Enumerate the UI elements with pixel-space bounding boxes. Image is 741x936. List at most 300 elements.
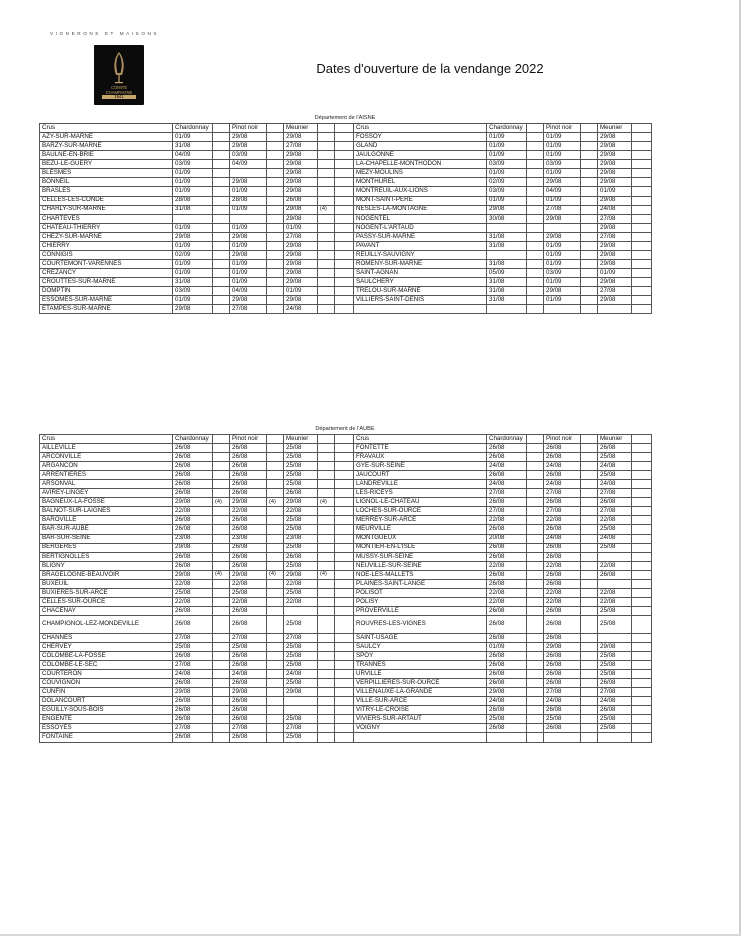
cell-chardonnay-date: 01/09 bbox=[487, 642, 527, 651]
table-header-row bbox=[40, 124, 652, 133]
cell-cru-name: PASSY-SUR-MARNE bbox=[354, 232, 487, 241]
cell-pinot-noir-date: 26/08 bbox=[230, 697, 267, 706]
cell-chardonnay-note bbox=[527, 269, 544, 278]
cell-chardonnay-date: 01/09 bbox=[173, 169, 213, 178]
cell-pinot-noir-date: 01/09 bbox=[544, 142, 581, 151]
table-row bbox=[40, 462, 652, 471]
cell-meunier-date: 29/08 bbox=[598, 259, 632, 268]
cell-meunier-note bbox=[632, 525, 652, 534]
cell-chardonnay-note bbox=[213, 214, 230, 223]
table-row bbox=[40, 552, 652, 561]
cell-cru-name: EGUILLY-SOUS-BOIS bbox=[40, 706, 173, 715]
cell-pinot-noir-note bbox=[581, 715, 598, 724]
cell-cru-name: MERREY-SUR-ARCE bbox=[354, 516, 487, 525]
cell-meunier-note bbox=[318, 715, 335, 724]
cell-pinot-noir-note bbox=[581, 232, 598, 241]
cell-pinot-noir-date: 29/08 bbox=[544, 214, 581, 223]
cell-pinot-noir-date: 29/08 bbox=[230, 498, 267, 507]
table-row bbox=[40, 615, 652, 633]
cell-pinot-noir-date: 27/08 bbox=[544, 489, 581, 498]
cell-meunier-note bbox=[632, 196, 652, 205]
cell-meunier-note bbox=[632, 579, 652, 588]
cell-cru-name: GLAND bbox=[354, 142, 487, 151]
cell-chardonnay-note bbox=[213, 507, 230, 516]
cell-pinot-noir-note bbox=[267, 670, 284, 679]
cell-pinot-noir-note bbox=[581, 223, 598, 232]
cell-meunier-note bbox=[318, 223, 335, 232]
cell-chardonnay-note bbox=[213, 579, 230, 588]
cell-pinot-noir-date: 23/08 bbox=[230, 534, 267, 543]
cell-chardonnay-date: 26/08 bbox=[173, 471, 213, 480]
cell-meunier-date: 26/08 bbox=[284, 196, 318, 205]
cell-pinot-noir-date: 29/08 bbox=[230, 570, 267, 579]
cell-meunier-note: (4) bbox=[318, 498, 335, 507]
cell-pinot-noir-date: 22/08 bbox=[544, 561, 581, 570]
spacer-cell bbox=[335, 715, 354, 724]
cell-chardonnay-note bbox=[527, 606, 544, 615]
cell-chardonnay-note bbox=[527, 223, 544, 232]
cell-meunier-date: 25/08 bbox=[598, 543, 632, 552]
cell-chardonnay-date: 31/08 bbox=[173, 205, 213, 214]
cell-meunier-note bbox=[632, 633, 652, 642]
cell-meunier-date: 25/08 bbox=[284, 679, 318, 688]
cell-meunier-date: 29/08 bbox=[598, 169, 632, 178]
cell-pinot-noir-date: 26/08 bbox=[544, 498, 581, 507]
spacer-cell bbox=[335, 507, 354, 516]
cell-meunier-date: 29/08 bbox=[598, 250, 632, 259]
column-header-meunier: Meunier bbox=[598, 435, 632, 444]
cell-cru-name: MEURVILLE bbox=[354, 525, 487, 534]
cell-pinot-noir-note bbox=[267, 688, 284, 697]
cell-chardonnay-note bbox=[527, 579, 544, 588]
table-row bbox=[40, 223, 652, 232]
cell-chardonnay-date: 22/08 bbox=[487, 597, 527, 606]
table-row bbox=[40, 652, 652, 661]
cell-chardonnay-note bbox=[527, 142, 544, 151]
table-row bbox=[40, 733, 652, 742]
cell-chardonnay-note bbox=[527, 278, 544, 287]
cell-chardonnay-date: 02/09 bbox=[173, 250, 213, 259]
table-row bbox=[40, 606, 652, 615]
cell-meunier-date: 24/08 bbox=[284, 670, 318, 679]
cell-pinot-noir-note bbox=[581, 214, 598, 223]
cell-meunier-date: 25/08 bbox=[284, 561, 318, 570]
cell-cru-name: URVILLE bbox=[354, 670, 487, 679]
cell-chardonnay-date: 26/08 bbox=[487, 444, 527, 453]
cell-pinot-noir-date: 04/09 bbox=[230, 160, 267, 169]
cell-meunier-note bbox=[318, 534, 335, 543]
cell-meunier-note bbox=[318, 606, 335, 615]
cell-meunier-note bbox=[632, 480, 652, 489]
cell-pinot-noir-note bbox=[581, 296, 598, 305]
cell-cru-name: SAULCY bbox=[354, 642, 487, 651]
cell-meunier-note bbox=[632, 462, 652, 471]
spacer-cell bbox=[335, 259, 354, 268]
cell-cru-name: JAUCOURT bbox=[354, 471, 487, 480]
cell-chardonnay-note bbox=[527, 507, 544, 516]
cell-pinot-noir-date: 26/08 bbox=[544, 525, 581, 534]
cell-pinot-noir-note bbox=[267, 561, 284, 570]
cell-chardonnay-date: 01/09 bbox=[487, 196, 527, 205]
cell-cru-name bbox=[354, 305, 487, 314]
table-row bbox=[40, 178, 652, 187]
cell-meunier-date: 25/08 bbox=[598, 715, 632, 724]
cell-cru-name: FRAVAUX bbox=[354, 453, 487, 462]
cell-chardonnay-note bbox=[527, 196, 544, 205]
logo-text-2: CHAMPAGNE bbox=[105, 89, 133, 95]
cell-chardonnay-note bbox=[213, 642, 230, 651]
cell-cru-name: CONNIGIS bbox=[40, 250, 173, 259]
cell-cru-name: MONT-SAINT-PERE bbox=[354, 196, 487, 205]
cell-chardonnay-date: 01/09 bbox=[173, 269, 213, 278]
cell-chardonnay-date: 25/08 bbox=[173, 642, 213, 651]
cell-pinot-noir-note bbox=[581, 178, 598, 187]
spacer-cell bbox=[335, 679, 354, 688]
cell-meunier-date: 29/08 bbox=[598, 178, 632, 187]
cell-meunier-date: 29/08 bbox=[284, 178, 318, 187]
cell-chardonnay-note bbox=[527, 724, 544, 733]
cell-cru-name: TRANNES bbox=[354, 661, 487, 670]
cell-pinot-noir-note bbox=[581, 196, 598, 205]
cell-pinot-noir-note bbox=[581, 724, 598, 733]
cell-meunier-date: 24/08 bbox=[598, 534, 632, 543]
empty-cell bbox=[632, 435, 652, 444]
table-row bbox=[40, 151, 652, 160]
cell-pinot-noir-note bbox=[267, 552, 284, 561]
cell-pinot-noir-date: 01/09 bbox=[544, 169, 581, 178]
cell-chardonnay-note bbox=[527, 480, 544, 489]
cell-meunier-date: 29/08 bbox=[284, 296, 318, 305]
cell-meunier-note bbox=[318, 588, 335, 597]
cell-pinot-noir-note bbox=[267, 151, 284, 160]
cell-chardonnay-note bbox=[527, 205, 544, 214]
spacer-cell bbox=[335, 453, 354, 462]
cell-meunier-note bbox=[632, 296, 652, 305]
cell-meunier-date bbox=[598, 733, 632, 742]
table-row bbox=[40, 133, 652, 142]
cell-pinot-noir-note bbox=[581, 259, 598, 268]
cell-chardonnay-note bbox=[213, 697, 230, 706]
cell-pinot-noir-note bbox=[581, 453, 598, 462]
table-row bbox=[40, 278, 652, 287]
cell-pinot-noir-note bbox=[581, 525, 598, 534]
cell-meunier-date: 25/08 bbox=[598, 525, 632, 534]
cell-chardonnay-date: 26/08 bbox=[487, 525, 527, 534]
cell-meunier-note bbox=[318, 516, 335, 525]
column-header-pinot-noir: Pinot noir bbox=[544, 435, 581, 444]
cell-cru-name: ARRENTIERES bbox=[40, 471, 173, 480]
cell-chardonnay-date bbox=[487, 223, 527, 232]
cell-chardonnay-note bbox=[527, 259, 544, 268]
cell-meunier-date: 26/08 bbox=[598, 570, 632, 579]
table-row bbox=[40, 724, 652, 733]
cell-chardonnay-note bbox=[213, 652, 230, 661]
cell-pinot-noir-date: 26/08 bbox=[544, 552, 581, 561]
cell-meunier-date: 25/08 bbox=[284, 462, 318, 471]
cell-meunier-note bbox=[318, 214, 335, 223]
cell-meunier-date: 29/08 bbox=[284, 160, 318, 169]
cell-chardonnay-note bbox=[213, 296, 230, 305]
cell-meunier-note bbox=[632, 259, 652, 268]
spacer-cell bbox=[335, 196, 354, 205]
cell-meunier-note bbox=[632, 160, 652, 169]
comite-champagne-logo bbox=[94, 45, 144, 105]
column-header-chardonnay: Chardonnay bbox=[487, 124, 527, 133]
cell-pinot-noir-note bbox=[267, 588, 284, 597]
spacer-cell bbox=[335, 214, 354, 223]
cell-chardonnay-note bbox=[213, 633, 230, 642]
cell-pinot-noir-note bbox=[267, 169, 284, 178]
column-header-meunier: Meunier bbox=[284, 124, 318, 133]
cell-pinot-noir-note bbox=[267, 543, 284, 552]
cell-cru-name: MONTREUIL-AUX-LIONS bbox=[354, 187, 487, 196]
table-row bbox=[40, 305, 652, 314]
column-header-crus: Crus bbox=[354, 124, 487, 133]
cell-pinot-noir-note bbox=[581, 570, 598, 579]
table-row bbox=[40, 679, 652, 688]
cell-pinot-noir-date: 26/08 bbox=[544, 471, 581, 480]
cell-pinot-noir-note bbox=[581, 706, 598, 715]
cell-meunier-note bbox=[318, 507, 335, 516]
cell-pinot-noir-date: 01/09 bbox=[544, 278, 581, 287]
table-row bbox=[40, 579, 652, 588]
cell-meunier-note bbox=[632, 606, 652, 615]
cell-meunier-date: 29/08 bbox=[284, 151, 318, 160]
cell-pinot-noir-date: 01/09 bbox=[544, 151, 581, 160]
cell-cru-name: CELLES-LES-CONDE bbox=[40, 196, 173, 205]
cell-meunier-date: 27/08 bbox=[284, 724, 318, 733]
cell-meunier-note bbox=[318, 679, 335, 688]
column-header-crus: Crus bbox=[354, 435, 487, 444]
spacer-cell bbox=[335, 142, 354, 151]
cell-meunier-note bbox=[632, 169, 652, 178]
cell-cru-name: CHARLY-SUR-MARNE bbox=[40, 205, 173, 214]
cell-chardonnay-date: 24/08 bbox=[173, 670, 213, 679]
cell-meunier-date: 25/08 bbox=[598, 453, 632, 462]
cell-chardonnay-note bbox=[213, 160, 230, 169]
cell-cru-name: BAULNE-EN-BRIE bbox=[40, 151, 173, 160]
cell-pinot-noir-note bbox=[267, 706, 284, 715]
cell-meunier-note bbox=[318, 597, 335, 606]
cell-chardonnay-note bbox=[527, 534, 544, 543]
empty-cell bbox=[335, 124, 354, 133]
cell-pinot-noir-date: 26/08 bbox=[230, 516, 267, 525]
cell-cru-name: BALNOT-SUR-LAIGNES bbox=[40, 507, 173, 516]
cell-pinot-noir-note bbox=[267, 597, 284, 606]
cell-meunier-date: 25/08 bbox=[598, 615, 632, 633]
cell-meunier-date: 29/08 bbox=[598, 642, 632, 651]
table-row bbox=[40, 480, 652, 489]
cell-cru-name: VOIGNY bbox=[354, 724, 487, 733]
cell-chardonnay-date: 22/08 bbox=[487, 516, 527, 525]
cell-chardonnay-note bbox=[527, 232, 544, 241]
cell-chardonnay-date: 26/08 bbox=[487, 552, 527, 561]
cell-meunier-note bbox=[318, 142, 335, 151]
table-row bbox=[40, 661, 652, 670]
cell-chardonnay-note bbox=[213, 733, 230, 742]
cell-chardonnay-note bbox=[213, 462, 230, 471]
cell-meunier-date: 25/08 bbox=[598, 652, 632, 661]
cell-pinot-noir-note bbox=[267, 462, 284, 471]
cell-chardonnay-date: 31/08 bbox=[487, 259, 527, 268]
cell-cru-name: ARCONVILLE bbox=[40, 453, 173, 462]
cell-meunier-date: 25/08 bbox=[284, 525, 318, 534]
cell-meunier-note bbox=[318, 160, 335, 169]
cell-chardonnay-note bbox=[527, 552, 544, 561]
cell-cru-name: LES-RICEYS bbox=[354, 489, 487, 498]
cell-chardonnay-note bbox=[527, 615, 544, 633]
cell-meunier-date: 25/08 bbox=[284, 471, 318, 480]
spacer-cell bbox=[335, 232, 354, 241]
cell-chardonnay-note bbox=[527, 187, 544, 196]
section-title-aube: Département de l'AUBE bbox=[315, 426, 375, 432]
cell-pinot-noir-note bbox=[267, 241, 284, 250]
cell-chardonnay-note bbox=[213, 269, 230, 278]
cell-pinot-noir-note bbox=[267, 287, 284, 296]
cell-pinot-noir-date: 24/08 bbox=[544, 462, 581, 471]
table-row bbox=[40, 187, 652, 196]
cell-chardonnay-date: 26/08 bbox=[173, 444, 213, 453]
cell-chardonnay-date: 27/08 bbox=[173, 633, 213, 642]
cell-chardonnay-note bbox=[527, 516, 544, 525]
cell-pinot-noir-note bbox=[581, 733, 598, 742]
cell-meunier-note bbox=[632, 670, 652, 679]
cell-pinot-noir-note bbox=[581, 606, 598, 615]
cell-meunier-date: 29/08 bbox=[284, 133, 318, 142]
cell-pinot-noir-note bbox=[267, 633, 284, 642]
column-header-crus: Crus bbox=[40, 124, 173, 133]
cell-pinot-noir-date: 01/09 bbox=[544, 196, 581, 205]
cell-cru-name: CHANNES bbox=[40, 633, 173, 642]
cell-cru-name: VILLENAUXE-LA-GRANDE bbox=[354, 688, 487, 697]
cell-cru-name: FONTETTE bbox=[354, 444, 487, 453]
cell-chardonnay-date: 01/09 bbox=[173, 178, 213, 187]
cell-meunier-date: 01/09 bbox=[598, 187, 632, 196]
cell-meunier-note bbox=[632, 223, 652, 232]
empty-cell bbox=[318, 435, 335, 444]
cell-meunier-date: 29/08 bbox=[598, 142, 632, 151]
cell-chardonnay-date: 01/09 bbox=[487, 169, 527, 178]
cell-meunier-note bbox=[318, 661, 335, 670]
cell-chardonnay-date: 24/08 bbox=[487, 462, 527, 471]
spacer-cell bbox=[335, 688, 354, 697]
spacer-cell bbox=[335, 305, 354, 314]
cell-pinot-noir-note: (4) bbox=[267, 570, 284, 579]
cell-pinot-noir-date: 26/08 bbox=[230, 652, 267, 661]
cell-meunier-note bbox=[632, 214, 652, 223]
cell-pinot-noir-note bbox=[267, 507, 284, 516]
cell-chardonnay-date: 29/08 bbox=[173, 570, 213, 579]
cell-chardonnay-note bbox=[527, 597, 544, 606]
cell-pinot-noir-date: 24/08 bbox=[544, 697, 581, 706]
cell-chardonnay-date: 31/08 bbox=[487, 241, 527, 250]
table-row bbox=[40, 697, 652, 706]
spacer-cell bbox=[335, 615, 354, 633]
column-header-meunier: Meunier bbox=[284, 435, 318, 444]
cell-pinot-noir-date: 26/08 bbox=[230, 615, 267, 633]
cell-chardonnay-date: 26/08 bbox=[487, 498, 527, 507]
empty-cell bbox=[335, 435, 354, 444]
cell-chardonnay-note bbox=[213, 250, 230, 259]
cell-meunier-note bbox=[318, 670, 335, 679]
cell-chardonnay-date bbox=[173, 214, 213, 223]
cell-meunier-note bbox=[318, 552, 335, 561]
cell-meunier-note bbox=[318, 151, 335, 160]
cell-meunier-note bbox=[318, 724, 335, 733]
cell-chardonnay-note bbox=[527, 652, 544, 661]
spacer-cell bbox=[335, 552, 354, 561]
cell-pinot-noir-date bbox=[544, 305, 581, 314]
cell-pinot-noir-note bbox=[581, 205, 598, 214]
spacer-cell bbox=[335, 471, 354, 480]
cell-chardonnay-date bbox=[487, 305, 527, 314]
cell-cru-name: LOCHES-SUR-OURCE bbox=[354, 507, 487, 516]
table-row bbox=[40, 444, 652, 453]
table-row bbox=[40, 232, 652, 241]
empty-cell bbox=[581, 435, 598, 444]
cell-meunier-note bbox=[318, 444, 335, 453]
cell-pinot-noir-date: 22/08 bbox=[230, 579, 267, 588]
spacer-cell bbox=[335, 733, 354, 742]
cell-pinot-noir-note: (4) bbox=[267, 498, 284, 507]
cell-pinot-noir-note bbox=[581, 597, 598, 606]
cell-meunier-note bbox=[318, 706, 335, 715]
cell-chardonnay-note: (4) bbox=[213, 570, 230, 579]
cell-pinot-noir-date: 26/08 bbox=[544, 679, 581, 688]
cell-pinot-noir-note bbox=[267, 534, 284, 543]
cell-meunier-date bbox=[598, 579, 632, 588]
cell-meunier-date: 27/08 bbox=[598, 489, 632, 498]
cell-pinot-noir-date: 26/08 bbox=[230, 733, 267, 742]
spacer-cell bbox=[335, 133, 354, 142]
cell-meunier-note bbox=[632, 498, 652, 507]
cell-meunier-note bbox=[318, 543, 335, 552]
cell-chardonnay-date: 26/08 bbox=[487, 661, 527, 670]
cell-meunier-date: 22/08 bbox=[598, 561, 632, 570]
spacer-cell bbox=[335, 633, 354, 642]
cell-chardonnay-date: 26/08 bbox=[173, 462, 213, 471]
cell-cru-name: ROMENY-SUR-MARNE bbox=[354, 259, 487, 268]
cell-chardonnay-note bbox=[213, 232, 230, 241]
cell-cru-name: BONNEIL bbox=[40, 178, 173, 187]
cell-chardonnay-note bbox=[213, 543, 230, 552]
cell-meunier-note bbox=[318, 250, 335, 259]
cell-cru-name: CHIERRY bbox=[40, 241, 173, 250]
cell-chardonnay-date: 24/08 bbox=[487, 697, 527, 706]
cell-meunier-date: 01/09 bbox=[284, 223, 318, 232]
empty-cell bbox=[632, 124, 652, 133]
cell-meunier-date: 25/08 bbox=[284, 715, 318, 724]
table-row bbox=[40, 489, 652, 498]
spacer-cell bbox=[335, 652, 354, 661]
cell-meunier-note bbox=[632, 652, 652, 661]
cell-meunier-note bbox=[632, 278, 652, 287]
cell-pinot-noir-note bbox=[267, 214, 284, 223]
spacer-cell bbox=[335, 606, 354, 615]
table-row bbox=[40, 160, 652, 169]
cell-cru-name: COUVIGNON bbox=[40, 679, 173, 688]
cell-chardonnay-date: 27/08 bbox=[487, 489, 527, 498]
cell-pinot-noir-date: 22/08 bbox=[544, 597, 581, 606]
cell-pinot-noir-note bbox=[267, 453, 284, 462]
cell-chardonnay-date: 26/08 bbox=[173, 552, 213, 561]
cell-pinot-noir-date: 29/08 bbox=[544, 232, 581, 241]
cell-meunier-date: 29/08 bbox=[284, 278, 318, 287]
cell-meunier-date: 25/08 bbox=[284, 661, 318, 670]
cell-meunier-date bbox=[598, 633, 632, 642]
cell-pinot-noir-note bbox=[581, 543, 598, 552]
cell-meunier-date: 01/09 bbox=[598, 269, 632, 278]
